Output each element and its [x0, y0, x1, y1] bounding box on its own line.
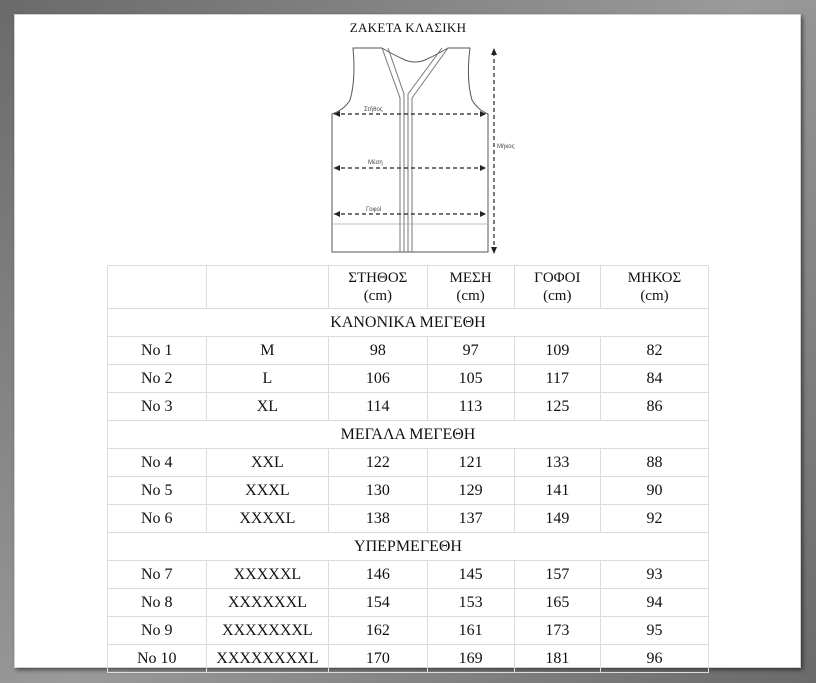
cell-size: XXXXXXXL	[206, 617, 329, 645]
header-hips: ΓΟΦΟΙ (cm)	[514, 266, 600, 309]
table-row	[108, 617, 709, 645]
header-cell	[206, 266, 329, 309]
table-row	[108, 337, 709, 365]
cell-chest: 170	[329, 645, 427, 673]
cell-waist: 145	[427, 561, 514, 589]
cell-waist: 137	[427, 505, 514, 533]
cell-waist: 153	[427, 589, 514, 617]
cell-number: No 5	[108, 477, 207, 505]
cell-hips: 181	[514, 645, 600, 673]
cell-chest: 146	[329, 561, 427, 589]
cell-hips: 165	[514, 589, 600, 617]
cell-number: No 3	[108, 393, 207, 421]
cell-hips: 109	[514, 337, 600, 365]
cell-number: No 8	[108, 589, 207, 617]
section-row	[108, 421, 709, 449]
cell-length: 90	[600, 477, 708, 505]
cell-hips: 173	[514, 617, 600, 645]
cell-waist: 169	[427, 645, 514, 673]
cell-chest: 106	[329, 365, 427, 393]
cell-hips: 157	[514, 561, 600, 589]
cell-chest: 162	[329, 617, 427, 645]
cell-waist: 161	[427, 617, 514, 645]
cell-chest: 122	[329, 449, 427, 477]
cell-size: XXXXXL	[206, 561, 329, 589]
cell-chest: 138	[329, 505, 427, 533]
table-row	[108, 505, 709, 533]
cell-waist: 113	[427, 393, 514, 421]
table-row	[108, 393, 709, 421]
cell-waist: 129	[427, 477, 514, 505]
cell-number: No 10	[108, 645, 207, 673]
table-row	[108, 449, 709, 477]
section-row	[108, 533, 709, 561]
cell-hips: 133	[514, 449, 600, 477]
cell-waist: 97	[427, 337, 514, 365]
vest-diagram	[320, 40, 515, 262]
cell-size: XXXXL	[206, 505, 329, 533]
table-row	[108, 645, 709, 673]
cell-length: 93	[600, 561, 708, 589]
cell-size: M	[206, 337, 329, 365]
cell-size: L	[206, 365, 329, 393]
cell-number: No 2	[108, 365, 207, 393]
cell-waist: 121	[427, 449, 514, 477]
cell-chest: 98	[329, 337, 427, 365]
cell-length: 94	[600, 589, 708, 617]
cell-size: XXXL	[206, 477, 329, 505]
cell-size: XXL	[206, 449, 329, 477]
cell-hips: 125	[514, 393, 600, 421]
cell-number: No 4	[108, 449, 207, 477]
cell-size: XXXXXXL	[206, 589, 329, 617]
chest-label: Στήθος	[364, 107, 383, 113]
size-table	[107, 265, 709, 673]
cell-length: 92	[600, 505, 708, 533]
cell-number: No 1	[108, 337, 207, 365]
cell-number: No 6	[108, 505, 207, 533]
table-header-row	[108, 266, 709, 309]
table-row	[108, 365, 709, 393]
table-row	[108, 589, 709, 617]
cell-length: 84	[600, 365, 708, 393]
cell-hips: 141	[514, 477, 600, 505]
cell-number: No 7	[108, 561, 207, 589]
page-title: ΖΑΚΕΤΑ ΚΛΑΣΙΚΗ	[349, 20, 467, 35]
cell-length: 96	[600, 645, 708, 673]
cell-hips: 149	[514, 505, 600, 533]
header-length: ΜΗΚΟΣ (cm)	[600, 266, 708, 309]
cell-size: XXXXXXXXL	[206, 645, 329, 673]
section-title: ΥΠΕΡΜΕΓΕΘΗ	[108, 533, 709, 561]
header-chest: ΣΤΗΘΟΣ (cm)	[329, 266, 427, 309]
hips-label: Γοφοί	[366, 207, 382, 213]
cell-chest: 114	[329, 393, 427, 421]
header-waist: ΜΕΣΗ (cm)	[427, 266, 514, 309]
header-cell	[108, 266, 207, 309]
cell-chest: 130	[329, 477, 427, 505]
waist-label: Μέση	[368, 160, 383, 166]
section-title: ΜΕΓΑΛΑ ΜΕΓΕΘΗ	[108, 421, 709, 449]
cell-waist: 105	[427, 365, 514, 393]
cell-length: 95	[600, 617, 708, 645]
section-row	[108, 309, 709, 337]
cell-size: XL	[206, 393, 329, 421]
table-row	[108, 477, 709, 505]
cell-number: No 9	[108, 617, 207, 645]
cell-hips: 117	[514, 365, 600, 393]
cell-chest: 154	[329, 589, 427, 617]
section-title: ΚΑΝΟΝΙΚΑ ΜΕΓΕΘΗ	[108, 309, 709, 337]
cell-length: 86	[600, 393, 708, 421]
cell-length: 88	[600, 449, 708, 477]
length-label: Μήκος	[497, 144, 515, 150]
cell-length: 82	[600, 337, 708, 365]
vest-outline	[332, 48, 488, 252]
table-row	[108, 561, 709, 589]
